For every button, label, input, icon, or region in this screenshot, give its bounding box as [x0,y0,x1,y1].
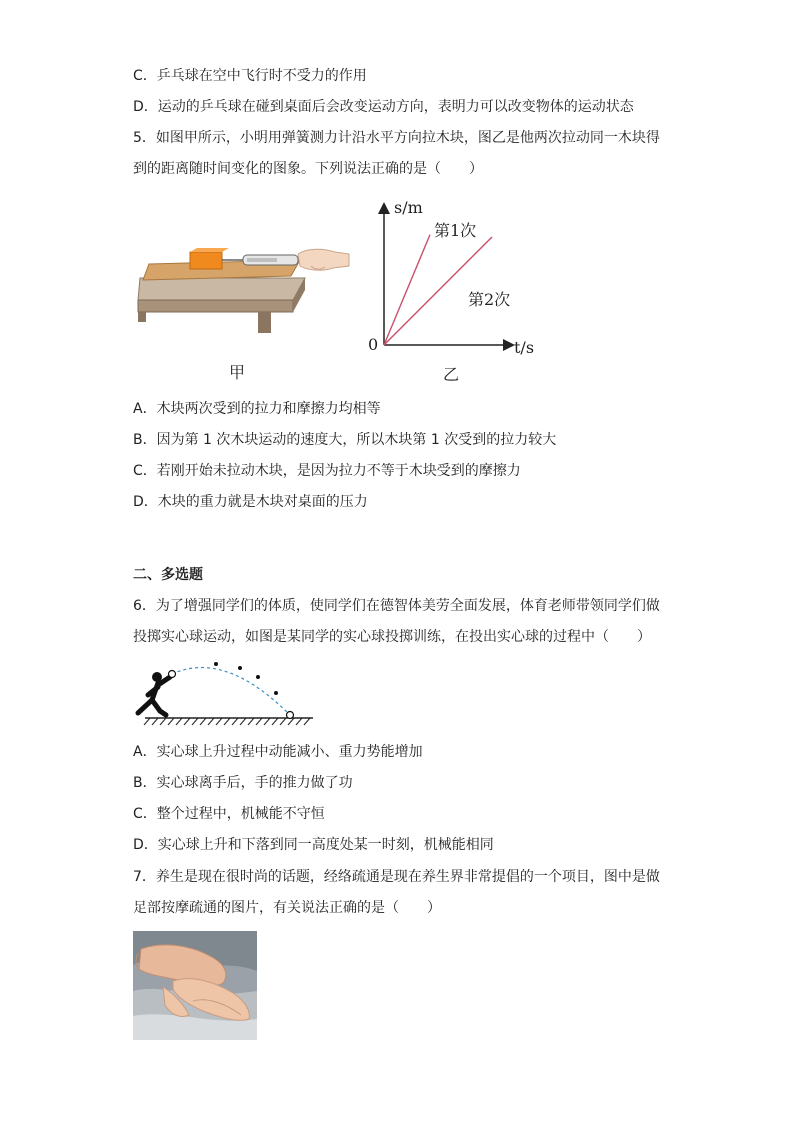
distance-time-chart [360,195,550,360]
figure-b-caption: 乙 [443,365,460,384]
q5-option-d: D．木块的重力就是木块对桌面的压力 [133,494,368,510]
q5-stem-line2: 到的距离随时间变化的图象。下列说法正确的是（ ） [133,161,483,177]
q5-option-a: A．木块两次受到的拉力和摩擦力均相等 [133,401,381,417]
section-title: 二、多选题 [133,567,203,583]
q7-stem-line1: 7．养生是现在很时尚的话题，经络疏通是现在养生界非常提倡的一个项目，图中是做 [133,869,660,885]
q6-stem-line2: 投掷实心球运动，如图是某同学的实心球投掷训练，在投出实心球的过程中（ ） [133,629,651,645]
figure-table-block-scale [135,240,355,335]
series-label-trial-2: 第2次 [468,290,511,309]
figure-a-caption: 甲 [229,363,246,382]
q4-option-d: D．运动的乒乓球在碰到桌面后会改变运动方向，表明力可以改变物体的运动状态 [133,99,634,115]
q6-option-a: A．实心球上升过程中动能减小、重力势能增加 [133,744,423,760]
q5-stem-line1: 5．如图甲所示，小明用弹簧测力计沿水平方向拉木块，图乙是他两次拉动同一木块得 [133,130,660,146]
x-axis-label: t/s [514,338,535,357]
q6-stem-line1: 6．为了增强同学们的体质，使同学们在德智体美劳全面发展，体育老师带领同学们做 [133,598,660,614]
series-line-trial-1 [384,235,430,345]
q5-option-c: C．若刚开始未拉动木块，是因为拉力不等于木块受到的摩擦力 [133,463,521,479]
q5-option-b: B．因为第 1 次木块运动的速度大，所以木块第 1 次受到的拉力较大 [133,432,557,448]
q7-stem-line2: 足部按摩疏通的图片，有关说法正确的是（ ） [133,900,441,916]
y-axis-label: s/m [394,198,423,217]
q4-option-c: C．乒乓球在空中飞行时不受力的作用 [133,68,367,84]
figure-foot-massage-photo [133,931,257,1040]
q6-option-b: B．实心球离手后，手的推力做了功 [133,775,353,791]
origin-label: 0 [368,335,379,354]
q6-option-d: D．实心球上升和下落到同一高度处某一时刻，机械能相同 [133,837,494,853]
series-label-trial-1: 第1次 [434,221,477,240]
q6-option-c: C．整个过程中，机械能不守恒 [133,806,325,822]
figure-ball-throw [130,655,320,730]
